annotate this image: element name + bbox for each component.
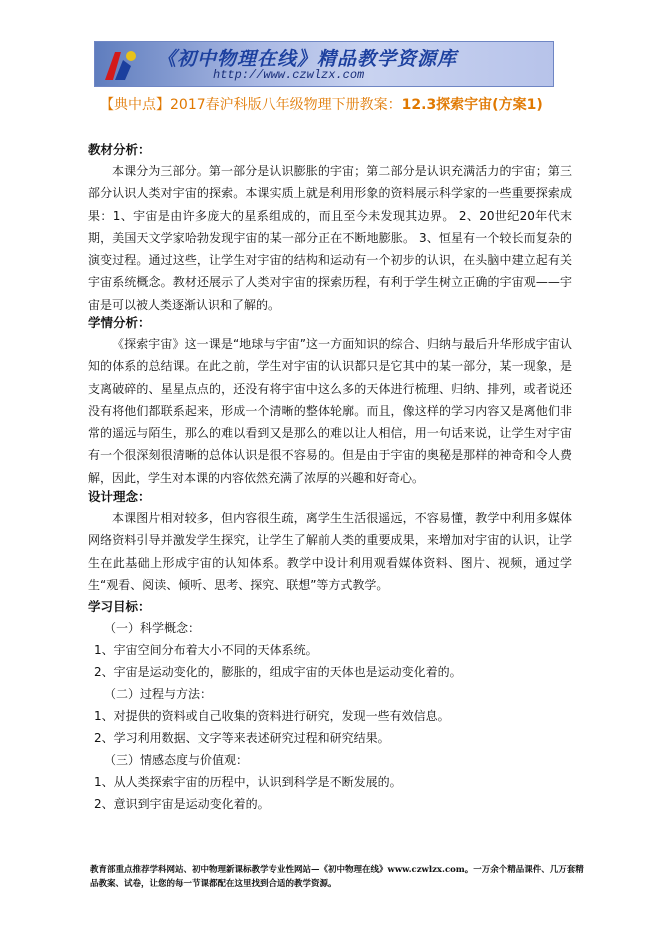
goals-heading: 学习目标： [88,599,151,614]
site-logo-icon [101,46,141,84]
section-textbook [88,140,572,316]
goal-group-label: （三）情感态度与价值观： [104,753,249,767]
goal-item: 2、宇宙是运动变化的，膨胀的，组成宇宙的天体也是运动变化着的。 [94,665,462,679]
site-banner [94,41,554,87]
banner-brand: 《初中物理在线》精品教学资源库 [157,48,458,70]
section-design [88,487,572,596]
textbook-body: 本课分为三部分。第一部分是认识膨胀的宇宙；第二部分是认识充满活力的宇宙；第三部分认识人类对宇宙的探索。本课实质上就是利用形象的资料展示科学家的一些重要探索成果：1、宇宙是由许多庞大的星系组成的，而且至今未发现其边界。 2、20世纪20年代末期，美国天文学家哈勃发现宇宙的某一部分正在不断地膨胀。 3、恒星有一个较长而复杂的演变过程。通过这些，让学生对宇宙的结构和运动有一个初步的认识，在头脑中建立起有关宇宙系统概念。教材还展示了人类对宇宙的探索历程，有利于学生树立正确的宇宙观——宇宙是可以被人类逐渐认识和了解的。 [88,164,572,312]
goal-group-label: （二）过程与方法： [104,687,213,701]
goal-item: 2、意识到宇宙是运动变化着的。 [94,797,270,811]
banner-url: http://www.czwlzx.com [213,68,365,82]
design-heading: 设计理念： [88,489,151,504]
goal-item: 1、宇宙空间分布着大小不同的天体系统。 [94,643,318,657]
section-goals [88,597,572,815]
students-body: 《探索宇宙》这一课是“地球与宇宙”这一方面知识的综合、归纳与最后升华形成宇宙认知的体系的总结课。在此之前，学生对宇宙的认识都只是它其中的某一部分，某一现象，是支离破碎的、星星点点的，还没有将宇宙中这么多的天体进行梳理、归纳、排列，或者说还没有将他们都联系起来，形成一个清晰的整体轮廓。而且，像这样的学习内容又是离他们非常的遥远与陌生，那么的难以看到又是那么的难以让人相信，用一句话来说，让学生对宇宙有一个很深刻很清晰的总体认识是很不容易的。但是由于宇宙的奥秘是那样的神奇和令人费解，因此，学生对本课的内容依然充满了浓厚的兴趣和好奇心。 [88,337,572,485]
title-prefix: 【典中点】2017春沪科版八年级物理下册教案： [100,97,402,113]
design-body: 本课图片相对较多，但内容很生疏，离学生生活很遥远，不容易懂，教学中利用多媒体网络资料引导并激发学生探究，让学生了解前人类的重要成果，来增加对宇宙的认识，让学生在此基础上形成宇宙的认知体系。教学中设计利用观看媒体资料、图片、视频，通过学生“观看、阅读、倾听、思考、探究、联想”等方式教学。 [88,511,572,592]
goal-item: 2、学习利用数据、文字等来表述研究过程和研究结果。 [94,731,390,745]
document-title [100,94,580,114]
goal-item: 1、对提供的资料或自己收集的资料进行研究，发现一些有效信息。 [94,709,450,723]
students-heading: 学情分析： [88,315,151,330]
textbook-heading: 教材分析： [88,142,151,157]
section-students [88,313,572,489]
goal-group-label: （一）科学概念： [104,621,201,635]
title-suffix: 12.3探索宇宙(方案1) [401,97,543,113]
page-footer: 教育部重点推荐学科网站、初中物理新课标教学专业性网站—《初中物理在线》www.czwlzx.com。一万余个精品课件、几万套精品教案、试卷，让您的每一节课都配在这里找到合适的教学资源。 [90,865,584,889]
goal-item: 1、从人类探索宇宙的历程中，认识到科学是不断发展的。 [94,775,402,789]
